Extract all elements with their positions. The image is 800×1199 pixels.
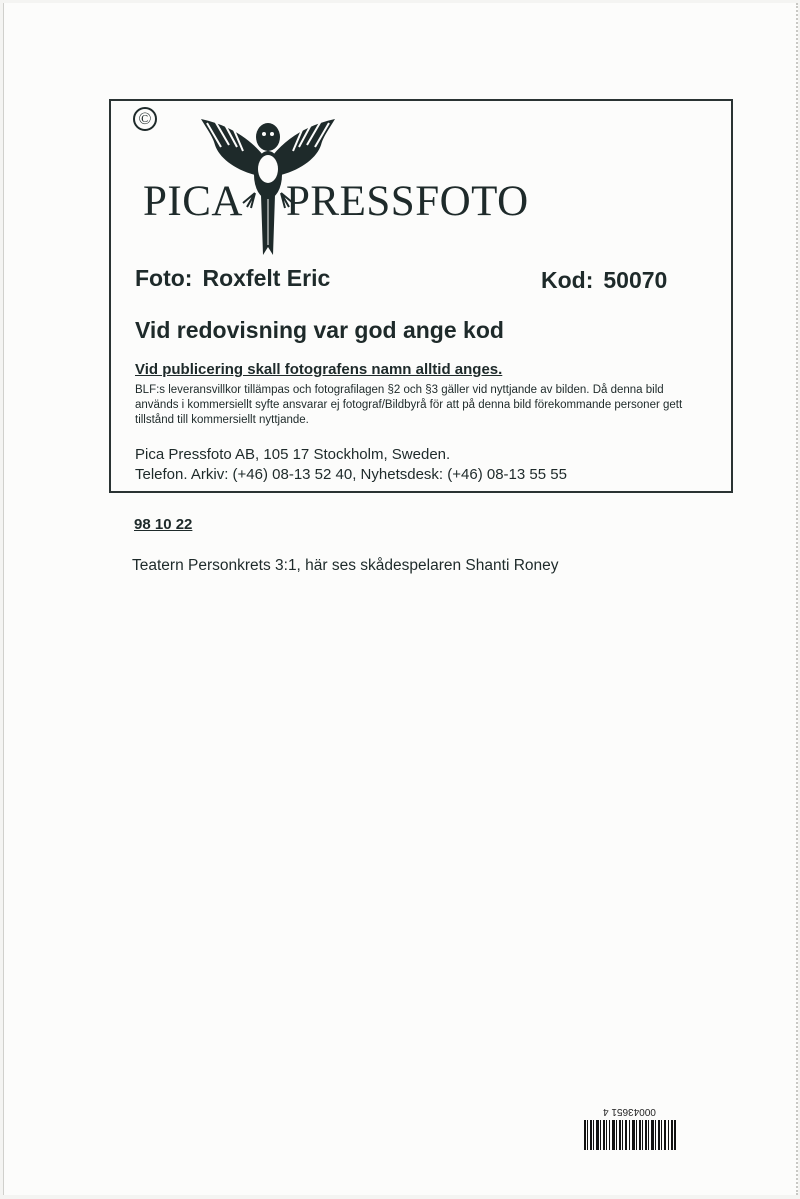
brand-name-left: PICA [143,178,243,225]
address-line-1: Pica Pressfoto AB, 105 17 Stockholm, Sweden. [135,446,451,463]
barcode-number: 00043651 4 [603,1106,656,1117]
brand-name-right: PRESSFOTO [286,178,529,225]
photo-back-sheet [3,3,798,1195]
barcode-label [582,1106,677,1151]
agency-address [135,445,567,485]
foto-label: Foto: [135,265,193,291]
code-line [541,267,667,294]
copyright-icon: © [133,107,157,131]
photographer-name: Roxfelt Eric [202,265,331,291]
kod-label: Kod: [541,267,594,293]
publication-notice: Vid publicering skall fotografens namn alltid anges. [135,361,503,378]
code-instruction-heading: Vid redovisning var god ange kod [135,317,504,343]
photo-date: 98 10 22 [134,516,193,533]
photo-caption: Teatern Personkrets 3:1, här ses skådespelaren Shanti Roney [132,557,559,574]
license-terms: BLF:s leveransvillkor tillämpas och fotografilagen §2 och §3 gäller vid nyttjande av bilden. Då denna bild används i kommersiellt syfte ansvarar ej fotograf/Bildbyrå för att på denna bild förekommande personer gett tillstånd till kommersiellt nyttjande. [135,384,683,426]
barcode-icon [584,1120,676,1150]
photographer-line [135,265,330,292]
kod-value: 50070 [603,267,668,293]
address-line-2: Telefon. Arkiv: (+46) 08-13 52 40, Nyhetsdesk: (+46) 08-13 55 55 [135,466,567,483]
pica-pressfoto-stamp [109,99,733,493]
